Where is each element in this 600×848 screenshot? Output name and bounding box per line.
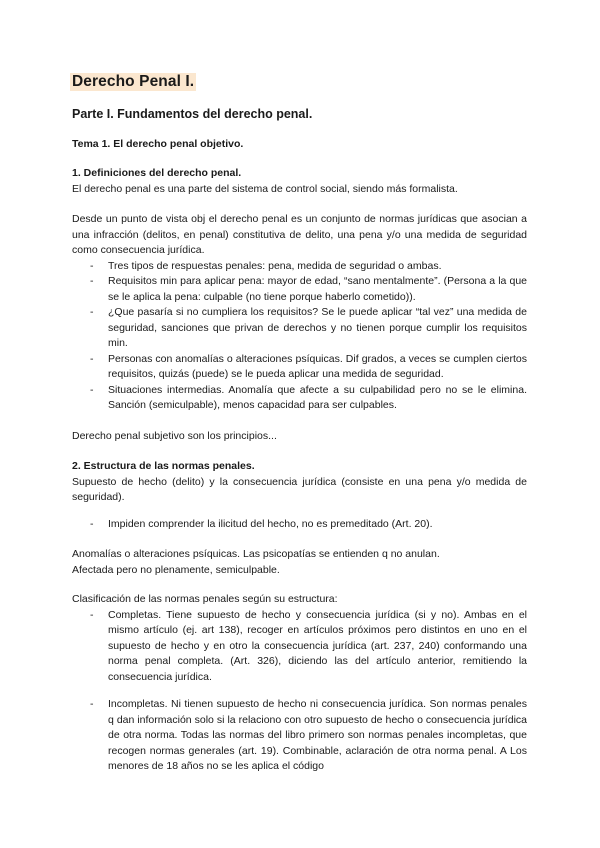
section-1-body: [72, 212, 527, 414]
section-2: [72, 459, 527, 506]
anomalies-line-2: Afectada pero no plenamente, semiculpable.: [72, 563, 280, 576]
section-2-bullet-block: [72, 517, 527, 533]
subjective-note: Derecho penal subjetivo son los principios...: [72, 430, 277, 442]
section-2-heading: 2. Estructura de las normas penales.: [72, 460, 255, 472]
section-2-intro: Supuesto de hecho (delito) y la consecuencia jurídica (consiste en una pena y/o medida de seguridad).: [72, 475, 527, 503]
incomplete-section: [72, 697, 527, 775]
list-item: - Personas con anomalías o alteraciones psíquicas. Dif grados, a veces se cumplen ciertos requisitos, quizás (puede) se le pueda aplicar una medida de seguridad.: [72, 352, 527, 383]
part-heading: Parte I. Fundamentos del derecho penal.: [72, 107, 313, 121]
section-1-paragraph: Desde un punto de vista obj el derecho penal es un conjunto de normas jurídicas que asocian a una infracción (delitos, en penal) constitutiva de delito, una pena y/o una medida de seguridad como consecuencia jurídica.: [72, 213, 527, 256]
list-item: - Situaciones intermedias. Anomalía que afecte a su culpabilidad pero no se le elimina. Sanción (semiculpable), menos capacidad para ser culpables.: [72, 383, 527, 414]
list-item: - Tres tipos de respuestas penales: pena, medida de seguridad o ambas.: [72, 259, 527, 275]
list-item: - Requisitos min para aplicar pena: mayor de edad, “sano mentalmente”. (Persona a la que se le aplica la pena: culpable (no tiene porque haberlo cometido)).: [72, 274, 527, 305]
section-1-heading: 1. Definiciones del derecho penal.: [72, 167, 242, 179]
list-item: - ¿Que pasaría si no cumpliera los requisitos? Se le puede aplicar “tal vez” una medida de seguridad, sanciones que privan de derechos y no tienen porque cumplir los requisitos min.: [72, 305, 527, 352]
list-item-complete: - Completas. Tiene supuesto de hecho y consecuencia jurídica (si y no). Ambas en el mismo artículo (ej. art 138), recoger en artículos próximos pero distintos en uno en el supuesto de hecho y en otro la consecuencia jurídica (art. 237, 240) conformando una norma penal completa. (Art. 326), diciendo las del artículo anterior, remitiendo la consecuencia jurídica.: [72, 608, 527, 686]
classification-section: [72, 592, 527, 685]
anomalies-line-1: Anomalías o alteraciones psíquicas. Las psicopatías se entienden q no anulan.: [72, 548, 440, 560]
anomalies-note: [72, 547, 527, 578]
section-1: [72, 166, 527, 197]
list-item-incomplete: - Incompletas. Ni tienen supuesto de hecho ni consecuencia jurídica. Son normas penales q dan información solo si la relaciono con otro supuesto de hecho o consecuencia jurídica de otra norma. Todas las normas del libro primero son normas penales incompletas, que recogen normas generales (art. 19). Combinable, aclaración de otra norma penal. A Los menores de 18 años no se les aplica el código: [72, 697, 527, 775]
section-1-intro: El derecho penal es una parte del sistema de control social, siendo más formalista.: [72, 182, 458, 195]
classification-heading: Clasificación de las normas penales según su estructura:: [72, 593, 338, 605]
topic-heading: Tema 1. El derecho penal objetivo.: [72, 138, 244, 150]
list-item: - Impiden comprender la ilicitud del hecho, no es premeditado (Art. 20).: [72, 517, 527, 533]
document-title: Derecho Penal I.: [72, 73, 195, 90]
section-1-bullets: [72, 259, 527, 414]
